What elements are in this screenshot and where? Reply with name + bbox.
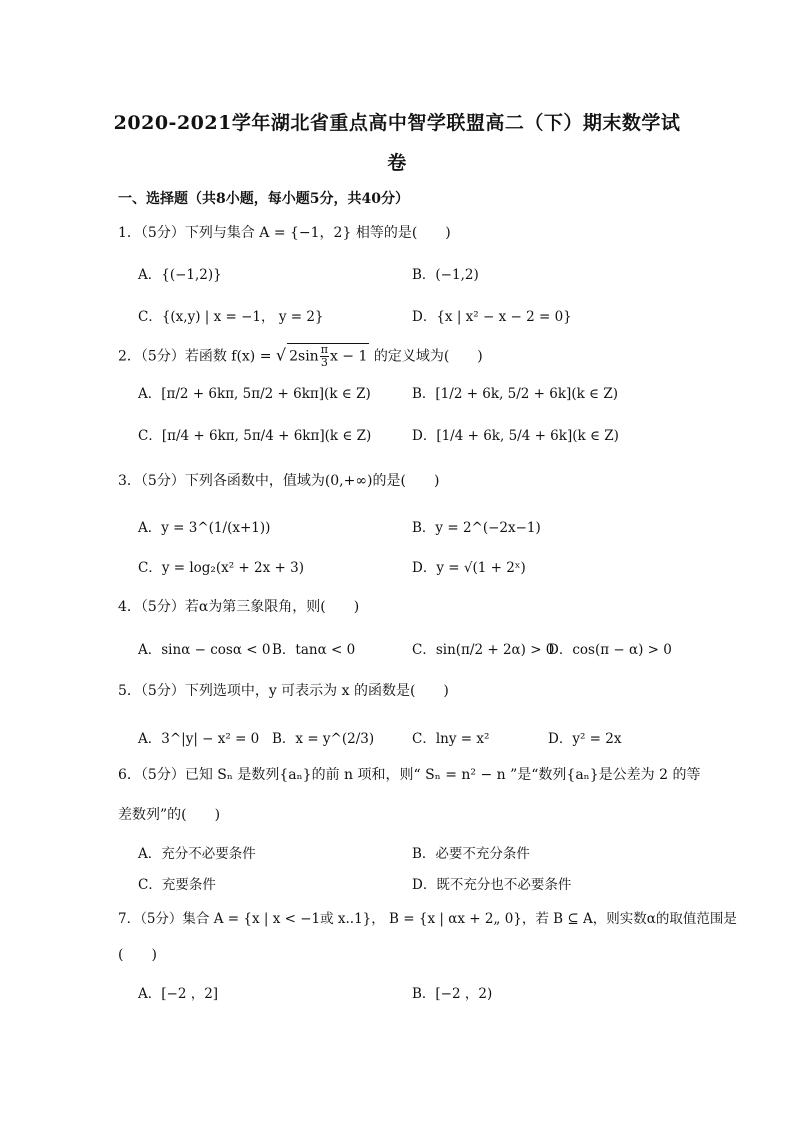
question-7-stem-continued: ( ) (118, 947, 157, 963)
question-2-option-b: B．[1/2 + 6k, 5/2 + 6k](k ∈ Z) (412, 386, 618, 402)
question-3-option-c: C．y = log₂(x² + 2x + 3) (138, 560, 304, 576)
question-7-stem: 7．（5分）集合 A = {x | x < −1或 x..1}， B = {x | αx + 2„ 0}，若 B ⊆ A，则实数α的取值范围是 (118, 911, 737, 927)
question-2-stem (118, 343, 483, 369)
question-3-stem: 3．（5分）下列各函数中，值域为(0,+∞)的是( ) (118, 473, 440, 489)
section-heading: 一、选择题（共8小题，每小题5分，共40分） (118, 191, 409, 207)
question-6-option-c: C．充要条件 (138, 877, 216, 893)
question-6-option-d: D．既不充分也不必要条件 (412, 877, 572, 893)
question-3-option-a: A．y = 3^(1/(x+1)) (138, 520, 271, 536)
question-4-option-a: A．sinα − cosα < 0 (138, 642, 271, 658)
question-1-option-a: A．{(−1,2)} (138, 267, 222, 283)
question-4-option-b: B．tanα < 0 (272, 642, 356, 658)
question-2-stem-prefix: 2．（5分）若函数 f(x) = (118, 348, 276, 365)
page-title-continued: 卷 (387, 152, 407, 174)
question-6-stem-continued: 差数列”的( ) (118, 807, 221, 823)
question-2-option-c: C．[π/4 + 6kπ, 5π/4 + 6kπ](k ∈ Z) (138, 428, 372, 444)
question-6-option-a: A．充分不必要条件 (138, 846, 256, 862)
question-4-option-c: C．sin(π/2 + 2α) > 0 (412, 642, 555, 658)
radical-icon: √ (275, 345, 287, 365)
question-6-stem: 6．（5分）已知 Sₙ 是数列{aₙ}的前 n 项和，则“ Sₙ = n² − n ”是“数列{aₙ}是公差为 2 的等 (118, 767, 701, 783)
question-4-option-d: D．cos(π − α) > 0 (548, 642, 672, 658)
question-6-option-b: B．必要不充分条件 (412, 846, 530, 862)
question-7-option-b: B．[−2 ，2) (412, 986, 493, 1002)
question-5-option-d: D．y² = 2x (548, 731, 622, 747)
question-7-option-a: A．[−2 ，2] (138, 986, 219, 1002)
question-2-option-d: D．[1/4 + 6k, 5/4 + 6k](k ∈ Z) (412, 428, 619, 444)
question-5-option-b: B．x = y^(2/3) (272, 731, 375, 747)
question-5-option-c: C．lny = x² (412, 731, 490, 747)
question-2-stem-suffix: 的定义域为( ) (369, 348, 483, 365)
question-2-option-a: A．[π/2 + 6kπ, 5π/2 + 6kπ](k ∈ Z) (138, 386, 371, 402)
question-1-option-d: D．{x | x² − x − 2 = 0} (412, 309, 572, 325)
question-5-option-a: A．3^|y| − x² = 0 (138, 731, 260, 747)
question-1-stem: 1．（5分）下列与集合 A = {−1，2} 相等的是( ) (118, 225, 451, 241)
question-5-stem: 5．（5分）下列选项中，y 可表示为 x 的函数是( ) (118, 683, 449, 699)
page-title: 2020-2021学年湖北省重点高中智学联盟高二（下）期末数学试 (113, 112, 681, 134)
question-1-option-b: B．(−1,2) (412, 267, 479, 283)
question-1-option-c: C．{(x,y) | x = −1， y = 2} (138, 309, 324, 325)
question-3-option-d: D．y = √(1 + 2ˣ) (412, 560, 526, 576)
question-2-radicand: 2sin $\frac{\pi}{3}$ x − 1 (289, 343, 368, 369)
question-4-stem: 4．（5分）若α为第三象限角，则( ) (118, 599, 360, 615)
question-3-option-b: B．y = 2^(−2x−1) (412, 520, 541, 536)
